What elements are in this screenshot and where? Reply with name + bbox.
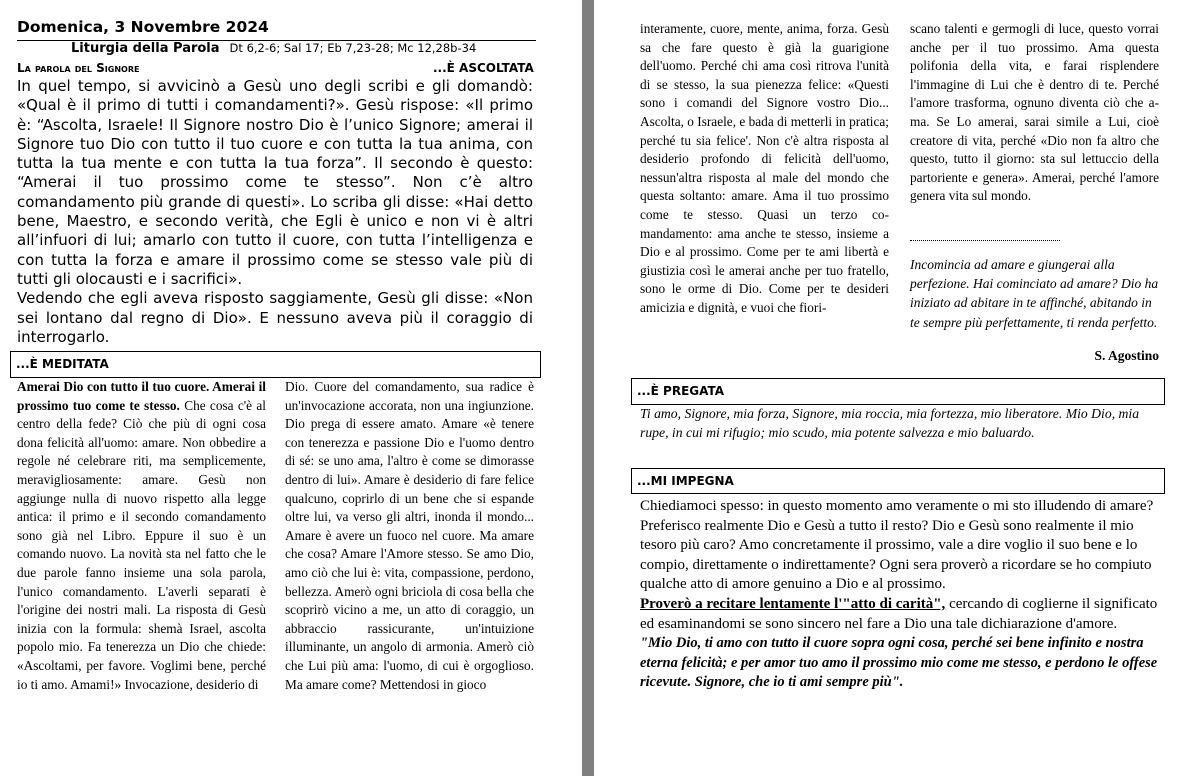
gospel-paragraph: Vedendo che egli aveva risposto saggiamente, Gesù gli disse: «Non sei lontano dal regno di Dio». E nessuno aveva più il coraggio di interrogarlo.	[17, 289, 533, 346]
meditata-label: ...È MEDITATA	[16, 357, 109, 371]
meditation-lead: Amerai Dio con tutto il tuo cuore. Amerai il prossimo tuo come te stesso.	[17, 379, 266, 413]
prayer-text: Ti amo, Signore, mia forza, Signore, mia roccia, mia fortezza, mio liberatore. Mio Dio, mia rupe, in cui mi rifugio; mio scudo, mia potente salvezza e mio baluardo.	[640, 406, 1140, 440]
agostino-author: S. Agostino	[1094, 348, 1159, 363]
meditation-column-4: scano talenti e germogli di luce, questo vorrai anche per il tuo prossimo. Ama questa polifonia della vita, e farai risplendere l'immagine di Lui che è dentro di te. Perché l'amore trasforma, ognuno diventa ciò che ama. Se Lo amerai, sarai simile a Lui, cioè creatore di vita, perché «Dio non fa altro che questo, tutto il giorno: sta sul lettuccio della partoriente e genera». Amerai, perché l'amore genera vita sul mondo.	[910, 21, 1159, 204]
meditation-column-1	[17, 378, 266, 694]
scripture-references: Dt 6,2-6; Sal 17; Eb 7,23-28; Mc 12,28b-34	[229, 41, 477, 55]
separator-line	[910, 240, 1060, 241]
atto-di-carita: "Mio Dio, ti amo con tutto il cuore sopra ogni cosa, perché sei bene infinito e nostra eterna felicità; e per amor tuo amo il prossimo mio come me stesso, e perdono le offese ricevute. Signore, che io ti ami sempre più".	[640, 635, 1158, 691]
liturgia-header	[71, 41, 476, 56]
gospel-paragraph: In quel tempo, si avvicinò a Gesù uno degli scribi e gli domandò: «Qual è il primo di tutti i comandamenti?». Gesù rispose: «Il primo è: “Ascolta, Israele! Il Signore nostro Dio è l’unico Signore; amerai il Signore tuo Dio con tutto il tuo cuore e con tutta la tua anima, con tutta la tua mente e con tutta la tua forza”. Il secondo è questo: “Amerai il tuo prossimo come te stesso”. Non c’è altro comandamento più grande di questi». Lo scriba gli disse: «Hai detto bene, Maestro, e secondo verità, che Egli è unico e non vi è altri all’infuori di lui; amarlo con tutto il cuore, con tutta l’intelligenza e con tutta la forza e amare il prossimo come se stesso vale più di tutti gli olocausti e i sacrifici».	[17, 77, 533, 288]
page-gutter	[582, 0, 594, 776]
proposito-heading: Proverò a recitare lentamente l'"atto di carità",	[640, 595, 946, 612]
right-page	[594, 0, 1179, 776]
gospel-text	[17, 77, 533, 347]
date-title: Domenica, 3 Novembre 2024	[17, 18, 269, 36]
meditation-text: Che cosa c'è al centro della fede? Ciò che più di ogni cosa dona felicità all'uomo: amare. Non obbedire a regole né celebrare riti, ma semplicemente, meravigliosamente: amare. Gesù non aggiunge nulla di nuovo rispetto alla legge antica: il primo e il secondo comandamento sono già nel Libro. Eppure il suo è un comando nuovo. La novità sta nel fatto che le due parole fanno insieme una sola parola, l'unico comandamento. L'averli separati è l'origine dei nostri mali. La risposta di Gesù inizia con la formula: shemà Israel, ascolta popolo mio. Fa tenerezza un Dio che chiede: «Ascoltami, per favore. Voglimi bene, perché io ti amo. Amami!» Invocazione, desiderio di	[17, 397, 266, 692]
impegna-label: ...MI IMPEGNA	[637, 474, 734, 488]
meditation-column-2: Dio. Cuore del comandamento, sua radice è un'invocazione accorata, non una ingiunzione. Dio prega di essere amato. Amare «è tenere con tenerezza e passione Dio e l'uomo dentro di sé: se uno ama, l'altro è come se dimorasse dentro di lui». Amare è desiderio di fare felice qualcuno, coprirlo di un bene che si espande oltre lui, va verso gli altri, inonda il mondo... Amare è avere un fuoco nel cuore. Ma amare che cosa? Amare l'Amore stesso. Se amo Dio, amo ciò che lui è: vita, compassione, perdono, bellezza. Amerò ogni briciola di cosa bella che scoprirò vicino a me, un atto di coraggio, un abbraccio rassicurante, un'intuizione illuminante, un angolo di armonia. Amerò ciò che Lui più ama: l'uomo, di cui è orgoglioso. Ma amare come? Mettendosi in gioco	[285, 379, 534, 692]
left-page	[0, 0, 582, 776]
pregata-label: ...È PREGATA	[637, 384, 725, 398]
proposito-paragraph	[640, 595, 1160, 634]
pregata-header	[631, 378, 1165, 405]
impegna-header	[631, 468, 1165, 494]
meditation-column-3: interamente, cuore, mente, anima, forza. Gesù sa che fare questo è già la guarigione dell'uomo. Perché chi ama così ritrova l'unità di se stesso, la sua pienezza felice: «Questi sono i comandi del Signore vostro Dio... Ascolta, o Israele, e bada di metterli in pratica; perché tu sia felice'. Non c'è altra risposta al desiderio profondo di felicità dell'uomo, nessun'altra risposta al male del mondo che questa soltanto: amare. Ama il tuo prossimo come te stesso. Quasi un terzo comandamento: ama anche te stesso, insieme a Dio e al prossimo. Come per te ami libertà e giustizia così le amerai anche per tuo fratello, sono le orme di Dio. Come per te desideri amicizia e dignità, e vuoi che fiori-	[640, 21, 889, 315]
commitment-text	[640, 497, 1160, 693]
parola-heading: La parola del Signore	[17, 61, 140, 75]
proposito-text: cercando di coglierne il significato ed esaminandomi se sono sincero nel fare a Dio una tale dichiarazione d'amore.	[640, 595, 1158, 632]
liturgia-title: Liturgia della Parola	[71, 41, 220, 56]
ascoltata-heading: ...È ASCOLTATA	[433, 61, 534, 75]
agostino-quote: Incomincia ad amare e giungerai alla perfezione. Hai cominciato ad amare? Dio ha iniziato ad abitare in te affinché, abitando in te sempre più perfettamente, ti renda perfetto.	[910, 257, 1159, 330]
meditata-header	[10, 351, 541, 378]
commitment-paragraph: Chiediamoci spesso: in questo momento amo veramente o mi sto illudendo di amare? Preferisco realmente Dio e Gesù a tutto il resto? Dio e Gesù sono realmente il mio tesoro più caro? Amo concretamente il prossimo, vale a dire voglio il suo bene e lo compio, direttamente o indirettamente? Ogni sera proverò a ricordare se ho compiuto qualche atto di amore genuino a Dio e al prossimo.	[640, 498, 1154, 593]
